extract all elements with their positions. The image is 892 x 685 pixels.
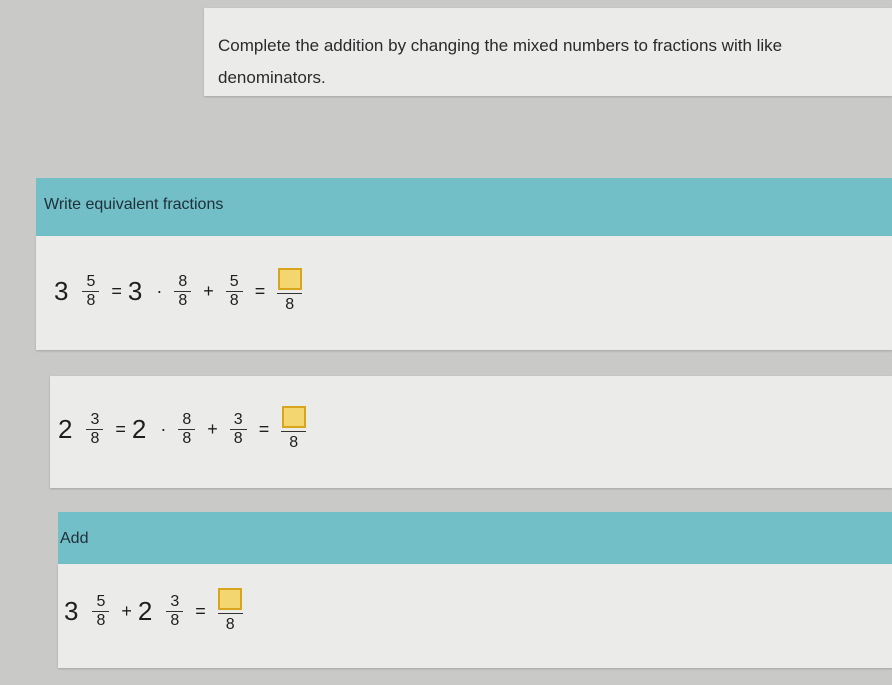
- equals-sign: =: [258, 418, 270, 439]
- fraction: [82, 273, 99, 310]
- whole-number: 3: [64, 595, 79, 626]
- denominator: 8: [178, 429, 195, 448]
- numerator: 3: [90, 410, 100, 428]
- fraction: [92, 593, 109, 630]
- equals-sign: =: [195, 600, 206, 621]
- fraction: [230, 411, 247, 448]
- numerator: 5: [96, 592, 106, 610]
- whole-number: 2: [137, 595, 153, 626]
- section-label: Write equivalent fractions: [44, 196, 224, 213]
- numerator: 8: [182, 410, 192, 428]
- equals-sign: =: [111, 280, 122, 301]
- plus-sign: +: [207, 418, 218, 439]
- numerator: 5: [229, 272, 239, 290]
- equals-sign: =: [115, 418, 126, 439]
- denominator: 8: [226, 291, 243, 310]
- answer-denominator: 8: [281, 431, 306, 452]
- instruction-text: Complete the addition by changing the mixed numbers to fractions with like denominators.: [218, 36, 783, 87]
- section-label: Add: [60, 530, 89, 547]
- equation: [58, 406, 306, 452]
- answer-input-box[interactable]: [282, 406, 306, 428]
- equation-row-1: [36, 236, 892, 350]
- denominator: 8: [86, 429, 103, 448]
- fraction: [174, 273, 191, 310]
- numerator: 3: [233, 410, 243, 428]
- denominator: 8: [230, 429, 247, 448]
- numerator: 3: [170, 592, 180, 610]
- equation-row-2: [50, 376, 892, 488]
- answer-fraction: [281, 406, 306, 452]
- multiply-dot: ·: [156, 280, 163, 301]
- instruction-card: [204, 8, 892, 96]
- answer-denominator: 8: [277, 293, 302, 314]
- whole-number: 2: [58, 413, 73, 444]
- denominator: 8: [174, 291, 191, 310]
- fraction: [86, 411, 103, 448]
- section-header-equivalent: [36, 178, 892, 236]
- answer-denominator: 8: [218, 613, 243, 634]
- whole-number: 3: [54, 275, 69, 306]
- denominator: 8: [166, 611, 183, 630]
- numerator: 8: [178, 272, 188, 290]
- plus-sign: +: [121, 600, 132, 621]
- equals-sign: =: [254, 280, 266, 301]
- fraction: [226, 273, 243, 310]
- denominator: 8: [82, 291, 99, 310]
- numerator: 5: [86, 272, 96, 290]
- answer-input-box[interactable]: [278, 268, 302, 290]
- fraction: [178, 411, 195, 448]
- multiply-dot: ·: [160, 418, 167, 439]
- equation-row-3: [58, 564, 892, 668]
- answer-fraction: [218, 588, 243, 634]
- equation: [64, 588, 243, 634]
- whole-number: 3: [127, 275, 143, 306]
- answer-input-box[interactable]: [218, 588, 242, 610]
- plus-sign: +: [203, 280, 214, 301]
- fraction: [166, 593, 183, 630]
- answer-fraction: [277, 268, 302, 314]
- equation: [54, 268, 302, 314]
- section-header-add: [58, 512, 892, 564]
- denominator: 8: [92, 611, 109, 630]
- whole-number: 2: [131, 413, 147, 444]
